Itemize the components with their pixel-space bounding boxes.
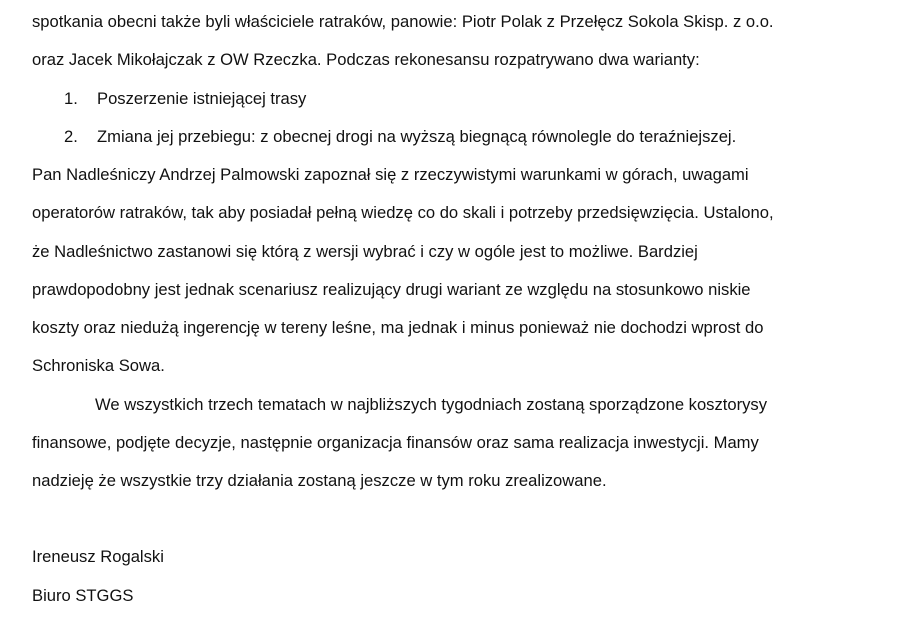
paragraph-line: We wszystkich trzech tematach w najbliższych tygodniach zostaną sporządzone kosztorysy [95,395,768,414]
list-item-text: Zmiana jej przebiegu: z obecnej drogi na wyższą biegnącą równolegle do teraźniejszej. [97,127,737,146]
paragraph-line: koszty oraz niedużą ingerencję w tereny leśne, ma jednak i minus ponieważ nie dochodzi wprost do [32,318,764,337]
paragraph-line: oraz Jacek Mikołajczak z OW Rzeczka. Podczas rekonesansu rozpatrywano dwa warianty: [32,50,700,69]
list-item-number: 1. [64,89,78,108]
paragraph-line: operatorów ratraków, tak aby posiadał pełną wiedzę co do skali i potrzeby przedsięwzięcia. Ustalono, [32,203,774,222]
list-item-number: 2. [64,127,78,146]
signature-name: Ireneusz Rogalski [32,547,164,566]
paragraph-line: prawdopodobny jest jednak scenariusz realizujący drugi wariant ze względu na stosunkowo niskie [32,280,751,299]
paragraph-line: Pan Nadleśniczy Andrzej Palmowski zapoznał się z rzeczywistymi warunkami w górach, uwagami [32,165,749,184]
paragraph-line: Schroniska Sowa. [32,356,165,375]
paragraph-line: spotkania obecni także byli właściciele ratraków, panowie: Piotr Polak z Przełęcz Sokola Skisp. z o.o. [32,12,774,31]
paragraph-line: nadzieję że wszystkie trzy działania zostaną jeszcze w tym roku zrealizowane. [32,471,607,490]
paragraph-line: finansowe, podjęte decyzje, następnie organizacja finansów oraz sama realizacja inwestycji. Mamy [32,433,759,452]
list-item-text: Poszerzenie istniejącej trasy [97,89,307,108]
signature-office: Biuro STGGS [32,586,134,605]
paragraph-line: że Nadleśnictwo zastanowi się którą z wersji wybrać i czy w ogóle jest to możliwe. Bardziej [32,242,698,261]
